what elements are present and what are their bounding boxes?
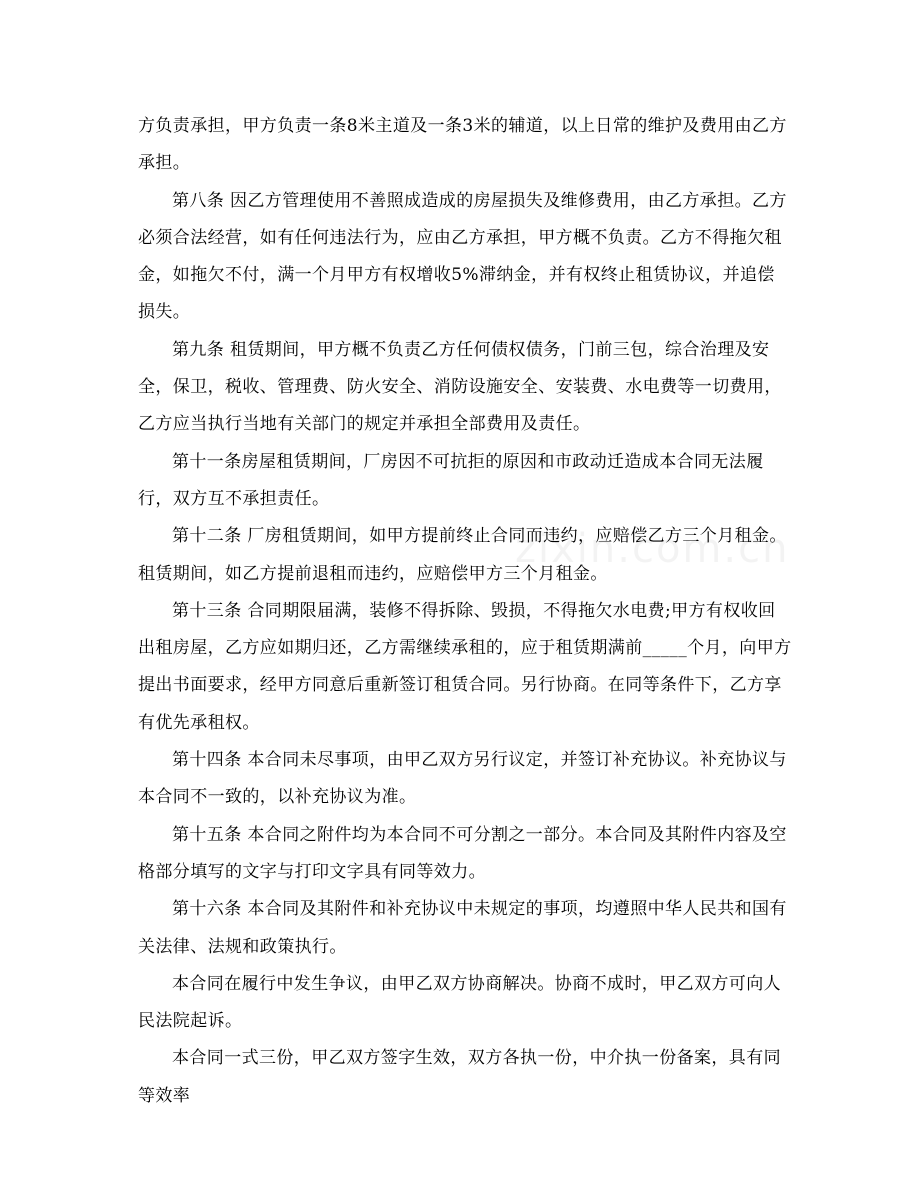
paragraph-article-13: 第十三条 合同期限届满，装修不得拆除、毁损，不得拖欠水电费;甲方有权收回出租房屋，乙方应如期归还，乙方需继续承租的，应于租赁期满前_____个月，向甲方提出书面要求，经甲方同意后重新签订租赁合同。另行协商。在同等条件下，乙方享有优先承租权。	[138, 600, 792, 733]
paragraph-article-11: 第十一条房屋租赁期间，厂房因不可抗拒的原因和市政动迁造成本合同无法履行，双方互不承担责任。	[138, 451, 764, 509]
paragraph-article-14: 第十四条 本合同未尽事项，由甲乙双方另行议定，并签订补充协议。补充协议与本合同不一致的，以补充协议为准。	[138, 750, 787, 808]
paragraph-article-9: 第九条 租赁期间，甲方概不负责乙方任何债权债务，门前三包，综合治理及安全，保卫，税收、管理费、防火安全、消防设施安全、安装费、水电费等一切费用，乙方应当执行当地有关部门的规定并承担全部费用及责任。	[138, 339, 782, 435]
document-body	[138, 108, 792, 1115]
paragraph-article-16: 第十六条 本合同及其附件和补充协议中未规定的事项，均遵照中华人民共和国有关法律、法规和政策执行。	[138, 899, 787, 957]
paragraph-dispute-resolution: 本合同在履行中发生争议，由甲乙双方协商解决。协商不成时，甲乙双方可向人民法院起诉。	[138, 973, 781, 1032]
paragraph-article-8: 第八条 因乙方管理使用不善照成造成的房屋损失及维修费用，由乙方承担。乙方必须合法经营，如有任何违法行为，应由乙方承担，甲方概不负责。乙方不得拖欠租金，如拖欠不付，满一个月甲方有权增收5%滞纳金，并有权终止租赁协议，并追偿损失。	[138, 190, 787, 323]
paragraph-article-15: 第十五条 本合同之附件均为本合同不可分割之一部分。本合同及其附件内容及空格部分填写的文字与打印文字具有同等效力。	[138, 824, 787, 882]
paragraph-article-12: 第十二条 厂房租赁期间，如甲方提前终止合同而违约，应赔偿乙方三个月租金。租赁期间，如乙方提前退租而违约，应赔偿甲方三个月租金。	[138, 526, 787, 584]
paragraph-copies-clause: 本合同一式三份，甲乙双方签字生效，双方各执一份，中介执一份备案，具有同等效率	[138, 1048, 781, 1106]
paragraph-continuation: 方负责承担，甲方负责一条8米主道及一条3米的辅道，以上日常的维护及费用由乙方承担。	[138, 116, 787, 174]
